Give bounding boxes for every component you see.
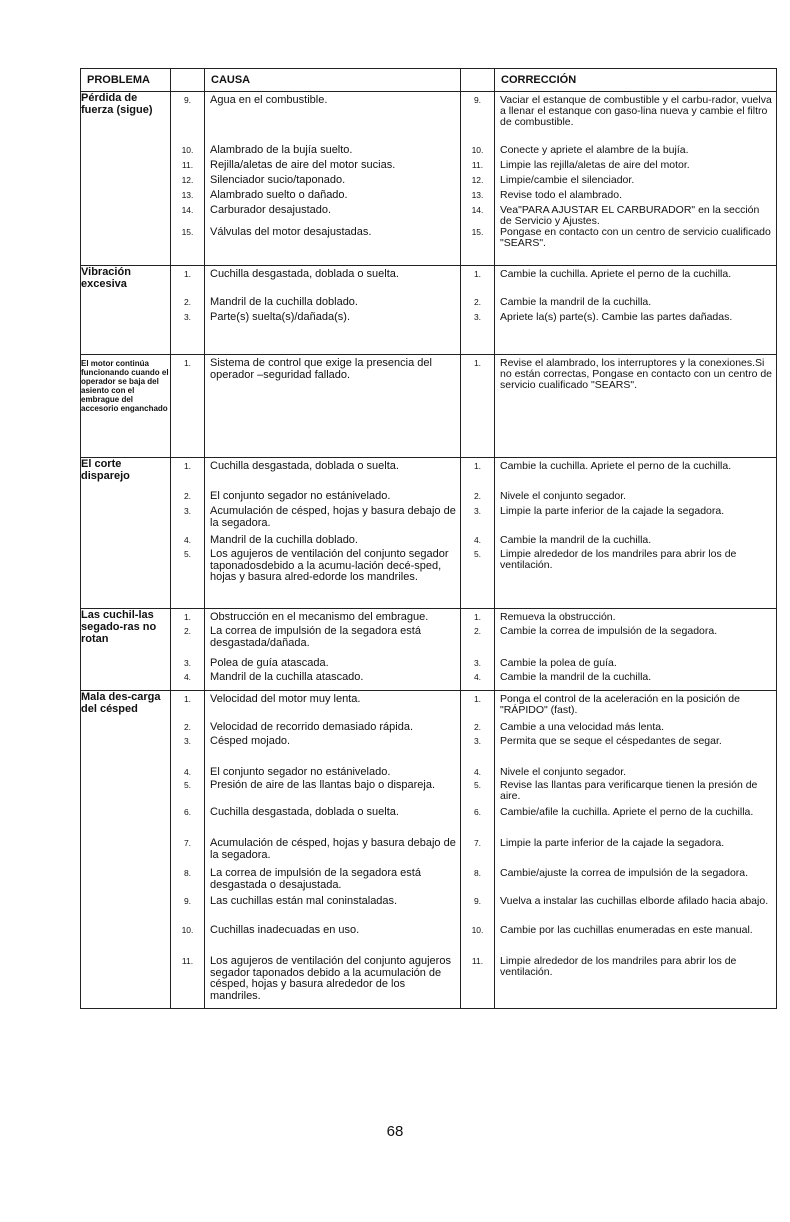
problem-group-row: [81, 691, 777, 1009]
correction-text: Permita que se seque el céspedantes de segar.: [500, 735, 722, 747]
correction-column: [495, 266, 777, 355]
cause-number: 1.: [183, 358, 192, 368]
correction-text: Limpie alrededor de los mandriles para abrir los de ventilación.: [500, 548, 737, 571]
correction-text: Cambie la mandril de la cuchilla.: [500, 296, 652, 308]
cause-text: Válvulas del motor desajustadas.: [210, 226, 372, 238]
cause-number: 10.: [181, 925, 194, 935]
cause-column: [205, 355, 461, 458]
correction-number: 3.: [473, 506, 482, 516]
cause-text: Mandril de la cuchilla doblado.: [210, 296, 358, 308]
cause-number: 13.: [181, 190, 194, 200]
table-body: [81, 92, 777, 1009]
correction-number-column: [461, 609, 495, 691]
cause-number: 4.: [183, 535, 192, 545]
cause-number: 11.: [181, 160, 194, 170]
correction-number: 6.: [473, 807, 482, 817]
correction-number-column: [461, 355, 495, 458]
correction-text: Cambie la mandril de la cuchilla.: [500, 671, 652, 683]
correction-text: Nivele el conjunto segador.: [500, 766, 627, 778]
correction-text: Cambie por las cuchillas enumeradas en este manual.: [500, 924, 753, 936]
cause-number-column: [171, 609, 205, 691]
cause-text: Presión de aire de las llantas bajo o dispareja.: [210, 779, 436, 791]
correction-number: 1.: [473, 612, 482, 622]
cause-number: 5.: [183, 780, 192, 790]
correction-number: 3.: [473, 658, 482, 668]
problem-group-row: [81, 92, 777, 266]
correction-text: Apriete la(s) parte(s). Cambie las partes dañadas.: [500, 311, 733, 323]
correction-number: 1.: [473, 269, 482, 279]
problem-cell: Pérdida de fuerza (sigue): [81, 92, 171, 266]
correction-number: 4.: [473, 535, 482, 545]
cause-text: Cuchilla desgastada, doblada o suelta.: [210, 460, 399, 472]
correction-number: 1.: [473, 461, 482, 471]
correction-number: 10.: [471, 925, 484, 935]
correction-text: Cambie/ajuste la correa de impulsión de la segadora.: [500, 867, 749, 879]
correction-number-column: [461, 266, 495, 355]
problem-cell: El motor continúa funcionando cuando el operador se baja del asiento con el embrague del accesorio enganchado: [81, 355, 171, 458]
cause-column: [205, 691, 461, 1009]
correction-text: Cambie a una velocidad más lenta.: [500, 721, 665, 733]
correction-text: Cambie la cuchilla. Apriete el perno de la cuchilla.: [500, 460, 732, 472]
cause-text: La correa de impulsión de la segadora está desgastada o desajustada.: [210, 867, 421, 891]
cause-number-column: [171, 92, 205, 266]
correction-number: 2.: [473, 626, 482, 636]
cause-text: Rejilla/aletas de aire del motor sucias.: [210, 159, 396, 171]
correction-number: 5.: [473, 549, 482, 559]
cause-column: [205, 458, 461, 609]
cause-number: 2.: [183, 626, 192, 636]
cause-number: 14.: [181, 205, 194, 215]
correction-number: 2.: [473, 297, 482, 307]
correction-number: 1.: [473, 358, 482, 368]
table-header-row: [81, 69, 777, 92]
cause-text: Los agujeros de ventilación del conjunto agujeros segador taponados debido a la acumulación de césped, hojas y basura alrededor de los mandriles.: [210, 955, 451, 1002]
cause-text: Carburador desajustado.: [210, 204, 332, 216]
cause-number: 3.: [183, 736, 192, 746]
cause-number: 7.: [183, 838, 192, 848]
correction-text: Revise todo el alambrado.: [500, 189, 622, 201]
correction-text: Limpie alrededor de los mandriles para abrir los de ventilación.: [500, 955, 737, 978]
correction-number: 3.: [473, 312, 482, 322]
correction-number: 11.: [471, 956, 484, 966]
correction-text: Limpie/cambie el silenciador.: [500, 174, 635, 186]
correction-text: Cambie la cuchilla. Apriete el perno de la cuchilla.: [500, 268, 732, 280]
correction-number: 13.: [471, 190, 484, 200]
correction-text: Ponga el control de la aceleración en la posición de "RÁPIDO" (fast).: [500, 693, 740, 716]
correction-text: Nivele el conjunto segador.: [500, 490, 627, 502]
correction-text: Pongase en contacto con un centro de servicio cualificado "SEARS".: [500, 226, 771, 249]
correction-text: Vaciar el estanque de combustible y el carbu-rador, vuelva a llenar el estanque con gaso-lina nueva y cambie el filtro de combustible.: [500, 94, 772, 128]
cause-text: Alambrado suelto o dañado.: [210, 189, 348, 201]
correction-text: Revise el alambrado, los interruptores y la conexiones.Si no están correctas, Pongase en contacto con un centro de servicio cualificado "SEARS".: [500, 357, 773, 391]
correction-number: 9.: [473, 95, 482, 105]
cause-number: 15.: [181, 227, 194, 237]
correction-number-column: [461, 458, 495, 609]
cause-number: 3.: [183, 506, 192, 516]
correction-number: 2.: [473, 722, 482, 732]
header-cause: CAUSA: [205, 69, 461, 92]
header-num-spacer: [171, 69, 205, 92]
correction-column: [495, 691, 777, 1009]
correction-text: Cambie la mandril de la cuchilla.: [500, 534, 652, 546]
correction-text: Revise las llantas para verificarque tienen la presión de aire.: [500, 779, 758, 802]
problem-group-row: [81, 458, 777, 609]
page-number: 68: [386, 1123, 404, 1140]
cause-number: 4.: [183, 767, 192, 777]
cause-number: 2.: [183, 491, 192, 501]
correction-number: 7.: [473, 838, 482, 848]
cause-number: 3.: [183, 312, 192, 322]
cause-text: Cuchilla desgastada, doblada o suelta.: [210, 268, 399, 280]
cause-column: [205, 609, 461, 691]
cause-number: 10.: [181, 145, 194, 155]
cause-number: 11.: [181, 956, 194, 966]
correction-number: 4.: [473, 767, 482, 777]
cause-text: Velocidad de recorrido demasiado rápida.: [210, 721, 414, 733]
correction-number: 10.: [471, 145, 484, 155]
correction-text: Cambie la correa de impulsión de la segadora.: [500, 625, 718, 637]
problem-group-row: [81, 266, 777, 355]
correction-number-column: [461, 92, 495, 266]
correction-number: 14.: [471, 205, 484, 215]
cause-text: La correa de impulsión de la segadora está desgastada/dañada.: [210, 625, 421, 649]
cause-number: 2.: [183, 722, 192, 732]
correction-text: Limpie la parte inferior de la cajade la segadora.: [500, 837, 725, 849]
cause-number-column: [171, 266, 205, 355]
cause-number: 1.: [183, 269, 192, 279]
cause-number: 3.: [183, 658, 192, 668]
correction-number: 1.: [473, 694, 482, 704]
cause-text: Cuchilla desgastada, doblada o suelta.: [210, 806, 399, 818]
cause-text: Las cuchillas están mal coninstaladas.: [210, 895, 398, 907]
header-correction: CORRECCIÓN: [495, 69, 777, 92]
cause-text: Mandril de la cuchilla doblado.: [210, 534, 358, 546]
cause-text: Acumulación de césped, hojas y basura debajo de la segadora.: [210, 837, 456, 861]
cause-text: Velocidad del motor muy lenta.: [210, 693, 361, 705]
correction-column: [495, 609, 777, 691]
cause-number: 4.: [183, 672, 192, 682]
correction-number: 5.: [473, 780, 482, 790]
cause-column: [205, 92, 461, 266]
cause-number: 2.: [183, 297, 192, 307]
cause-text: Alambrado de la bujía suelto.: [210, 144, 353, 156]
cause-number: 8.: [183, 868, 192, 878]
correction-text: Conecte y apriete el alambre de la bujía.: [500, 144, 689, 156]
problem-cell: El corte disparejo: [81, 458, 171, 609]
cause-number-column: [171, 458, 205, 609]
cause-text: Agua en el combustible.: [210, 94, 328, 106]
cause-number: 12.: [181, 175, 194, 185]
cause-number: 9.: [183, 896, 192, 906]
correction-text: Limpie las rejilla/aletas de aire del motor.: [500, 159, 690, 171]
cause-text: Césped mojado.: [210, 735, 291, 747]
cause-text: Parte(s) suelta(s)/dañada(s).: [210, 311, 350, 323]
problem-cell: Vibración excesiva: [81, 266, 171, 355]
header-num-spacer: [461, 69, 495, 92]
correction-text: Cambie/afile la cuchilla. Apriete el perno de la cuchilla.: [500, 806, 754, 818]
correction-column: [495, 355, 777, 458]
cause-text: Obstrucción en el mecanismo del embrague.: [210, 611, 429, 623]
problem-cell: Mala des-carga del césped: [81, 691, 171, 1009]
correction-text: Remueva la obstrucción.: [500, 611, 616, 623]
cause-text: El conjunto segador no estánivelado.: [210, 490, 391, 502]
cause-text: Silenciador sucio/taponado.: [210, 174, 346, 186]
cause-number-column: [171, 691, 205, 1009]
cause-number: 1.: [183, 612, 192, 622]
correction-column: [495, 92, 777, 266]
cause-number: 6.: [183, 807, 192, 817]
cause-text: Cuchillas inadecuadas en uso.: [210, 924, 360, 936]
cause-number: 9.: [183, 95, 192, 105]
cause-text: Mandril de la cuchilla atascado.: [210, 671, 364, 683]
correction-text: Cambie la polea de guía.: [500, 657, 617, 669]
cause-text: Los agujeros de ventilación del conjunto segador taponadosdebido a la acumu-lación decé-sped, hojas y basura alred-edorde los mandriles.: [210, 548, 449, 583]
correction-number: 15.: [471, 227, 484, 237]
correction-column: [495, 458, 777, 609]
correction-number: 3.: [473, 736, 482, 746]
correction-text: Vea"PARA AJUSTAR EL CARBURADOR" en la sección de Servicio y Ajustes.: [500, 204, 760, 227]
cause-text: Acumulación de césped, hojas y basura debajo de la segadora.: [210, 505, 456, 529]
header-problem: PROBLEMA: [81, 69, 171, 92]
correction-number: 8.: [473, 868, 482, 878]
problem-cell: Las cuchil-las segado-ras no rotan: [81, 609, 171, 691]
cause-number: 5.: [183, 549, 192, 559]
cause-number-column: [171, 355, 205, 458]
cause-text: El conjunto segador no estánivelado.: [210, 766, 391, 778]
correction-number: 11.: [471, 160, 484, 170]
correction-number: 2.: [473, 491, 482, 501]
cause-number: 1.: [183, 694, 192, 704]
correction-text: Vuelva a instalar las cuchillas elborde afilado hacia abajo.: [500, 895, 769, 907]
correction-text: Limpie la parte inferior de la cajade la segadora.: [500, 505, 725, 517]
problem-group-row: [81, 609, 777, 691]
cause-text: Polea de guía atascada.: [210, 657, 329, 669]
correction-number: 9.: [473, 896, 482, 906]
correction-number: 4.: [473, 672, 482, 682]
cause-number: 1.: [183, 461, 192, 471]
problem-group-row: [81, 355, 777, 458]
cause-column: [205, 266, 461, 355]
cause-text: Sistema de control que exige la presencia del operador –seguridad fallado.: [210, 357, 432, 381]
troubleshooting-table: [80, 68, 777, 1009]
correction-number-column: [461, 691, 495, 1009]
correction-number: 12.: [471, 175, 484, 185]
